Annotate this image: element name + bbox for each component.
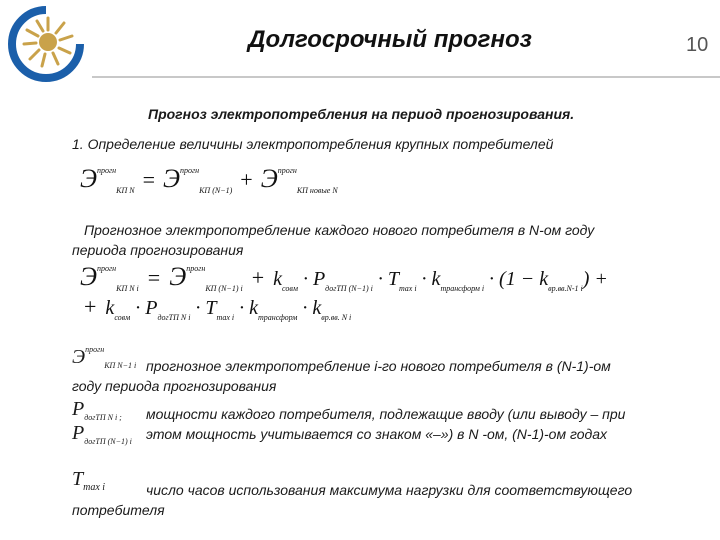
paragraph-1-line2: периода прогнозирования [72,242,244,258]
symbol-power-n-1: $P_{догТП (N-1) i}$ [72,422,132,446]
paragraph-1 [72,220,700,260]
symbol-power-n: $P_{догТП N i ;}$ [72,398,122,422]
formula-1: $Э^{прогн}_{КП N} = Э^{прогн}_{КП (N-1)} + Э^{прогн}_{КП новые N}$ [80,164,338,195]
symbol-energy: $Э^{прогн}_{КП N-1 i}$ [72,345,137,370]
definition-3-line1: число часов использования максимума нагрузки для соответствующего [146,482,633,498]
definition-3-line2: потребителя [72,502,165,518]
definition-2 [146,404,706,444]
sun-logo-icon [6,4,86,84]
formula-2-line1: $Э^{прогн}_{КП N i} = Э^{прогн}_{КП (N-1) i} + k_{совм} \cdot P_{догТП (N-1) i} \cdot T_{max i} \cdot k_{трансформ i} \cdot (1 - k_{вр.вв.N-1 i})$ + [80,262,608,293]
formula-2-line2: + $k_{совм} \cdot P_{догТП N i} \cdot T_{max i} \cdot k_{трансформ} \cdot k_{вр.вв. N i}$ [84,294,352,322]
definition-1 [72,356,700,396]
definition-2-line1: мощности каждого потребителя, подлежащие вводу (или выводу – при [146,406,626,422]
section-heading: 1. Определение величины электропотребления крупных потребителей [72,136,554,152]
paragraph-1-line1: Прогнозное электропотребление каждого нового потребителя в N-ом году [84,222,595,238]
definition-3 [72,480,700,520]
definition-1-line2: году периода прогнозирования [72,378,277,394]
subtitle: Прогноз электропотребления на период прогнозирования. [148,106,575,122]
page-number: 10 [686,34,709,56]
header-divider [92,76,720,78]
symbol-tmax: $T_{max i}$ [72,468,106,493]
definition-2-line2: этом мощность учитывается со знаком «–») в N -ом, (N-1)-ом годах [146,426,608,442]
page-title: Долгосрочный прогноз [248,26,532,53]
definition-1-line1: прогнозное электропотребление i-го нового потребителя в (N-1)-ом [146,358,611,374]
